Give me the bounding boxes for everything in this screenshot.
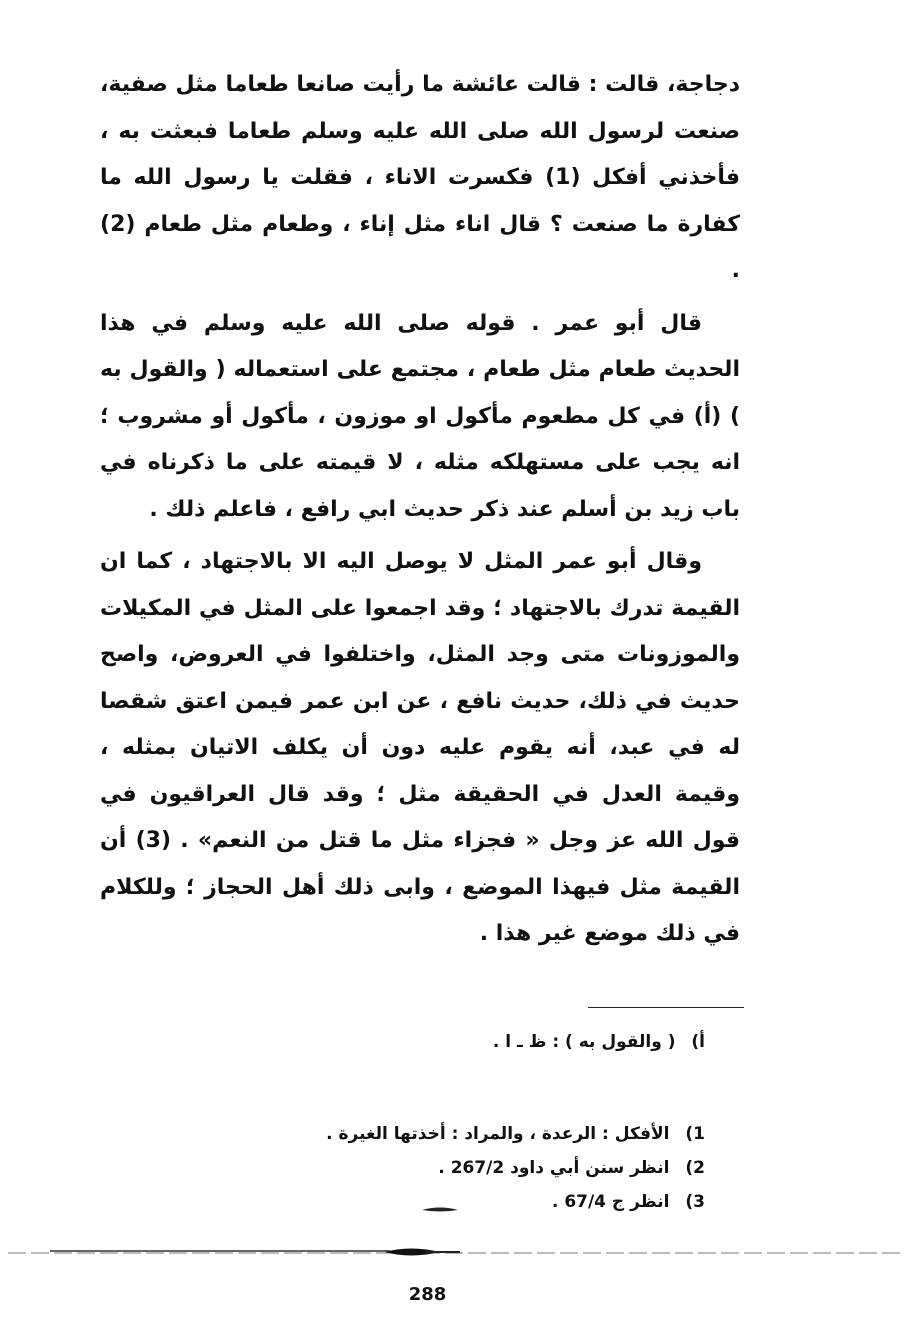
footnote-1 <box>240 1117 705 1151</box>
ornament-mark <box>420 1205 460 1215</box>
footnote-2 <box>240 1151 705 1185</box>
footnotes <box>240 1117 705 1219</box>
footnote-text: انظر ج 67/4 . <box>551 1192 670 1212</box>
variant-note-text: ( والقول به ) : ظ ـ ا . <box>492 1032 676 1052</box>
footnote-text: انظر سنن أبي داود 267/2 . <box>438 1158 670 1178</box>
page-number: 288 <box>408 1284 447 1305</box>
ornament-divider <box>0 1243 921 1263</box>
paragraph-2: قال أبو عمر . قوله صلى الله عليه وسلم في هذا الحديث طعام مثل طعام ، مجتمع على استعماله ( والقول به ) (أ) في كل مطعوم مأكول او موزون ، مأكول أو مشروب ؛ انه يجب على مستهلكه مثله ، لا قيمته على ما ذكرناه في باب زيد بن أسلم عند ذكر حديث ابي رافع ، فاعلم ذلك . <box>100 310 740 522</box>
footnote-separator <box>588 1007 744 1008</box>
variant-note-mark: أ) <box>691 1032 705 1052</box>
variant-notes <box>300 1025 705 1059</box>
footnote-mark: 1) <box>685 1124 705 1144</box>
footnote-mark: 3) <box>685 1192 705 1212</box>
paragraph-3: وقال أبو عمر المثل لا يوصل اليه الا بالاجتهاد ، كما ان القيمة تدرك بالاجتهاد ؛ وقد اجمعوا على المثل في المكيلات والموزونات متى وجد المثل، واختلفوا في العروض، واصح حديث في ذلك، حديث نافع ، عن ابن عمر فيمن اعتق شقصا له في عبد، أنه يقوم عليه دون أن يكلف الاتيان بمثله ، وقيمة العدل في الحقيقة مثل ؛ وقد قال العراقيون في قول الله عز وجل « فجزاء مثل ما قتل من النعم» . (3) أن القيمة مثل فيهذا الموضع ، وابى ذلك أهل الحجاز ؛ وللكلام في ذلك موضع غير هذا . <box>100 549 740 946</box>
footnote-3 <box>240 1185 705 1219</box>
paragraph-1: دجاجة، قالت : قالت عائشة ما رأيت صانعا طعاما مثل صفية، صنعت لرسول الله صلى الله عليه وسلم طعاما فبعثت به ، فأخذني أفكل (1) فكسرت الاناء ، فقلت يا رسول الله ما كفارة ما صنعت ؟ قال اناء مثل إناء ، وطعام مثل طعام (2) . <box>100 72 740 283</box>
variant-note <box>300 1025 705 1059</box>
main-text <box>100 62 740 958</box>
footnote-text: الأفكل : الرعدة ، والمراد : أخذتها الغيرة . <box>326 1124 670 1144</box>
footnote-mark: 2) <box>685 1158 705 1178</box>
